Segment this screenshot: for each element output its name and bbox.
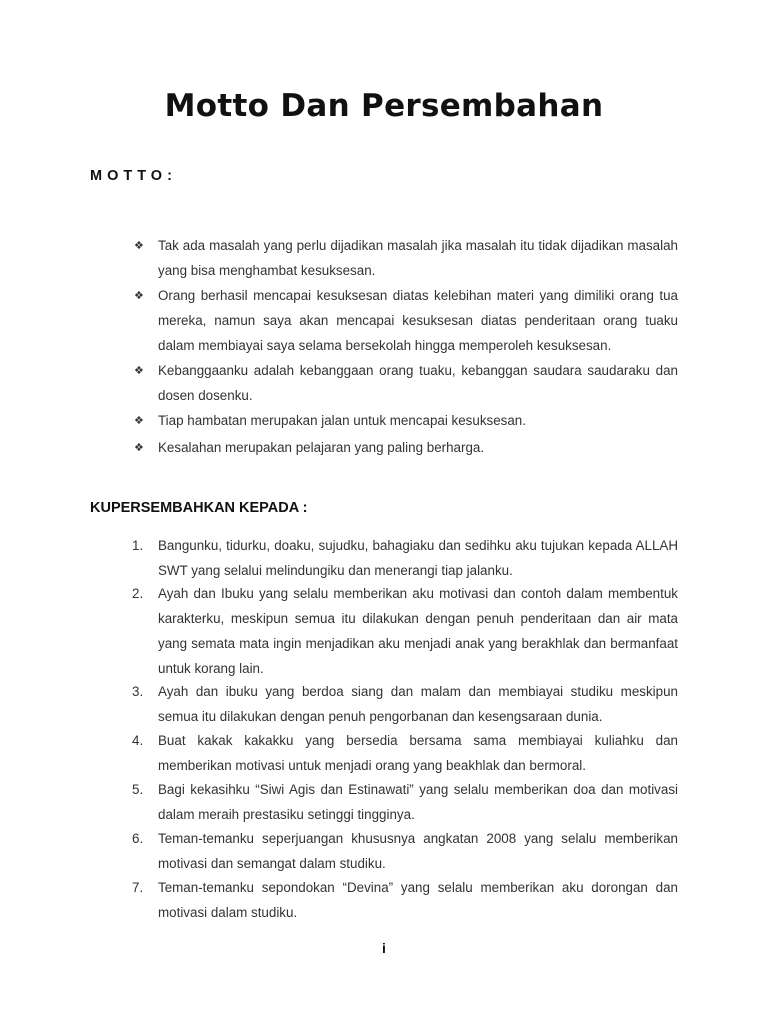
list-item-text: Tak ada masalah yang perlu dijadikan masalah jika masalah itu tidak dijadikan masalah yang bisa menghambat kesuksesan. <box>158 238 678 278</box>
list-item-number: 3. <box>132 684 144 699</box>
list-item <box>134 358 678 408</box>
list-item-number: 2. <box>132 586 144 601</box>
list-item-text: Ayah dan ibuku yang berdoa siang dan malam dan membiayai studiku meskipun semua itu dilakukan dengan penuh pengorbanan dan kesengsaraan dunia. <box>158 684 678 724</box>
list-item-number: 4. <box>132 733 144 748</box>
diamond-bullet-icon: ❖ <box>134 441 144 454</box>
list-item <box>134 283 678 358</box>
list-item-text: Tiap hambatan merupakan jalan untuk mencapai kesuksesan. <box>158 413 526 428</box>
diamond-bullet-icon: ❖ <box>134 364 144 377</box>
diamond-bullet-icon: ❖ <box>134 289 144 302</box>
motto-heading: MOTTO: <box>90 168 177 184</box>
list-item-text: Orang berhasil mencapai kesuksesan diatas kelebihan materi yang dimiliki orang tua mereka, namun saya akan mencapai kesuksesan diatas penderitaan orang tuaku dalam membiayai saya selama bersekolah hingga memperoleh kesuksesan. <box>158 288 678 353</box>
list-item-text: Kebanggaanku adalah kebanggaan orang tuaku, kebanggan saudara saudaraku dan dosen dosenku. <box>158 363 678 403</box>
list-item <box>132 679 678 729</box>
list-item <box>132 581 678 681</box>
list-item-text: Ayah dan Ibuku yang selalu memberikan aku motivasi dan contoh dalam membentuk karakterku, meskipun semua itu dilakukan dengan penuh penderitaan dan air mata yang semata mata ingin menjadikan aku menjadi anak yang berakhlak dan bermanfaat untuk korang lain. <box>158 586 678 676</box>
diamond-bullet-icon: ❖ <box>134 414 144 427</box>
list-item-number: 1. <box>132 538 144 553</box>
dedication-heading: KUPERSEMBAHKAN KEPADA : <box>90 500 308 516</box>
list-item-number: 7. <box>132 880 144 895</box>
list-item-text: Bagi kekasihku “Siwi Agis dan Estinawati” yang selalu memberikan doa dan motivasi dalam meraih prestasiku setinggi tingginya. <box>158 782 678 822</box>
diamond-bullet-icon: ❖ <box>134 239 144 252</box>
list-item-text: Teman-temanku sepondokan “Devina” yang selalu memberikan aku dorongan dan motivasi dalam studiku. <box>158 880 678 920</box>
list-item <box>132 777 678 827</box>
list-item <box>132 533 678 583</box>
list-item <box>132 728 678 778</box>
list-item <box>132 875 678 925</box>
list-item-number: 6. <box>132 831 144 846</box>
list-item-text: Buat kakak kakakku yang bersedia bersama sama membiayai kuliahku dan memberikan motivasi untuk menjadi orang yang beakhlak dan bermoral. <box>158 733 678 773</box>
list-item <box>134 233 678 283</box>
list-item <box>134 435 678 460</box>
list-item <box>132 826 678 876</box>
list-item-text: Kesalahan merupakan pelajaran yang paling berharga. <box>158 440 485 455</box>
list-item-text: Teman-temanku seperjuangan khususnya angkatan 2008 yang selalu memberikan motivasi dan semangat dalam studiku. <box>158 831 678 871</box>
list-item <box>134 408 678 433</box>
page-number: i <box>382 940 386 956</box>
list-item-number: 5. <box>132 782 144 797</box>
page-title: Motto Dan Persembahan <box>164 88 604 124</box>
list-item-text: Bangunku, tidurku, doaku, sujudku, bahagiaku dan sedihku aku tujukan kepada ALLAH SWT yang selalui melindungiku dan menerangi tiap jalanku. <box>158 538 678 578</box>
